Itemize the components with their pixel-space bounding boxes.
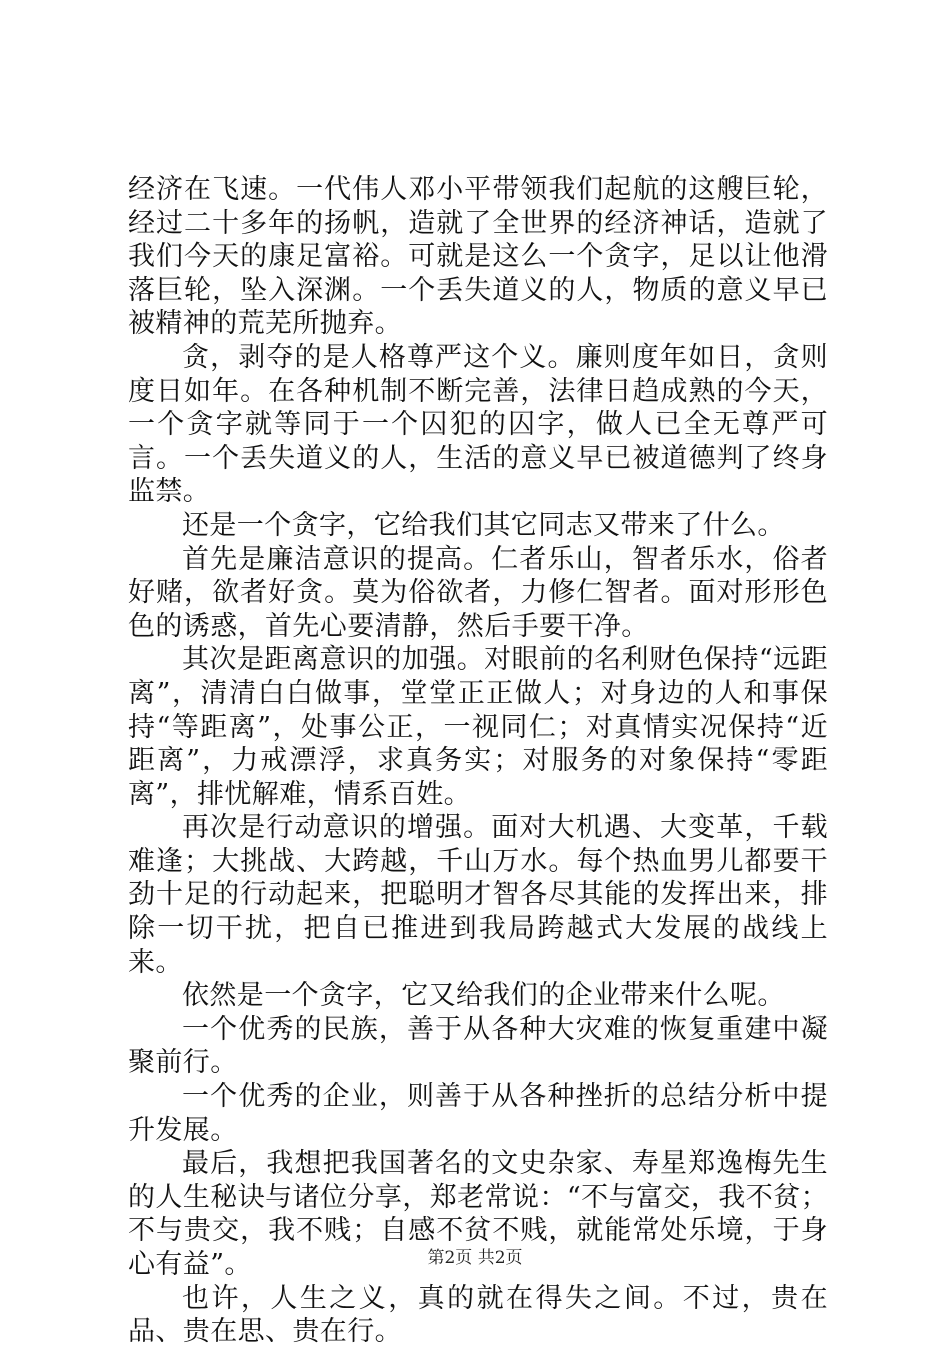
paragraph-4: 首先是廉洁意识的提高。仁者乐山，智者乐水，俗者好赌，欲者好贪。莫为俗欲者，力修仁智者。面对形形色色的诱惑，首先心要清静，然后手要干净。 <box>128 543 828 642</box>
paragraph-10: 最后，我想把我国著名的文史杂家、寿星郑逸梅先生的人生秘诀与诸位分享，郑老常说：“不与富交，我不贫；不与贵交，我不贱；自感不贫不贱，就能常处乐境，于身心有益”。 <box>128 1148 828 1280</box>
paragraph-5: 其次是距离意识的加强。对眼前的名利财色保持“远距离”，清清白白做事，堂堂正正做人；对身边的人和事保持“等距离”，处事公正，一视同仁；对真情实况保持“近距离”，力戒漂浮，求真务实；对服务的对象保持“零距离”，排忧解难，情系百姓。 <box>128 644 828 810</box>
document-body <box>128 173 828 1349</box>
paragraph-9: 一个优秀的企业，则善于从各种挫折的总结分析中提升发展。 <box>128 1081 828 1146</box>
paragraph-8: 一个优秀的民族，善于从各种大灾难的恢复重建中凝聚前行。 <box>128 1013 828 1079</box>
paragraph-7: 依然是一个贪字，它又给我们的企业带来什么呢。 <box>182 980 785 1012</box>
paragraph-6: 再次是行动意识的增强。面对大机遇、大变革，千载难逢；大挑战、大跨越，千山万水。每个热血男儿都要干劲十足的行动起来，把聪明才智各尽其能的发挥出来，排除一切干扰，把自已推进到我局跨越式大发展的战线上来。 <box>128 812 828 978</box>
paragraph-11: 也许，人生之义，真的就在得失之间。不过，贵在品、贵在思、贵在行。 <box>128 1282 828 1348</box>
paragraph-3: 还是一个贪字，它给我们其它同志又带来了什么。 <box>182 509 785 541</box>
paragraph-2: 贪，剥夺的是人格尊严这个义。廉则度年如日，贪则度日如年。在各种机制不断完善，法律日趋成熟的今天，一个贪字就等同于一个囚犯的囚字，做人已全无尊严可言。一个丢失道义的人，生活的意义早已被道德判了终身监禁。 <box>128 341 828 508</box>
paragraph-1: 经济在飞速。一代伟人邓小平带领我们起航的这艘巨轮，经过二十多年的扬帆，造就了全世界的经济神话，造就了我们今天的康足富裕。可就是这么一个贪字，足以让他滑落巨轮，坠入深渊。一个丢失道义的人，物质的意义早已被精神的荒芜所抛弃。 <box>128 174 828 340</box>
page-footer: 第2页 共2页 <box>427 1248 523 1268</box>
